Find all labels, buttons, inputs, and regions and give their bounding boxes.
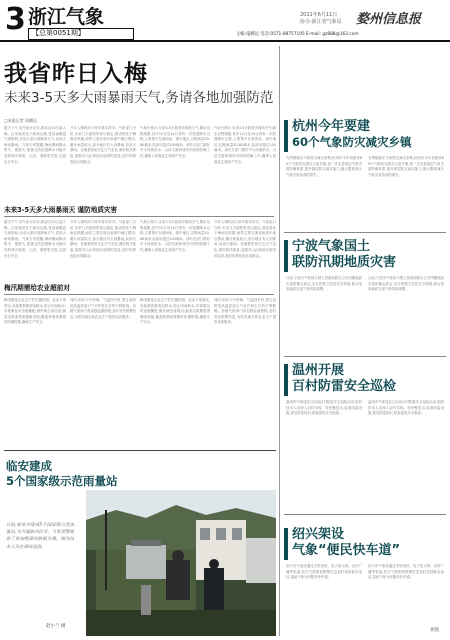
lead-subhead: 未来3-5天多大雨暴雨天气,务请各地加强防范 [4, 90, 274, 106]
article1-col-2: 为贯彻落实气象防灾减灾条例,杭州市今年将建设60个气象防灾减灾示范乡镇,进一步完善基层气象灾害防御体系,提升基层防灾减灾能力,最大限度减少气象灾害造成的损失。 [368, 156, 444, 177]
article2-title-2: 联防汛期地质灾害 [292, 255, 397, 270]
photo-headline-2: 5个国家级示范雨量站 [6, 474, 118, 488]
body-col-1: 据天下午,省气象台宣布,我省自10日起入梅。目前我省处于副高边缘,受西南暖湿气流影响,全省大部出现降雨天气,局部大雨到暴雨。气象专家提醒,梅雨期间降水集中、强度大,需重点防范强降水可能引发的城乡积涝、山洪、滑坡等灾害,注意出行安全。 [4, 220, 66, 258]
article3-title-1: 温州开展 [292, 363, 345, 378]
article4-col-1: 绍兴市气象局通过手机短信、电子显示屏、农村广播等渠道,将天气预报和预警信息及时送到群众身边,架起气象为民服务快车道。 [286, 564, 362, 580]
page-number: 3 [5, 2, 26, 37]
sidebar-rule-3 [284, 514, 446, 515]
article4-title-1: 绍兴架设 [292, 527, 345, 542]
section-title: 浙江气象 [28, 6, 105, 28]
section-rule-1 [4, 216, 274, 217]
mid-rule [4, 450, 276, 451]
article3-title-2: 百村防雷安全巡检 [292, 379, 397, 394]
article4-title-2: 气象“便民快车道” [292, 543, 401, 558]
lead-headline: 我省昨日入梅 [4, 61, 148, 87]
lead-col-3: 气象台预计,未来3-5天我省多阴雨天气,降水过程频繁,其中12日至14日将有一次较强降水过程,主要集中在浙西北、浙中地区,过程雨量50-80毫米,局部可超过100毫米。请有关部门做好中小河流洪水、山洪灾害和城市内涝的防御工作,确保人民群众生命财产安全。 [140, 126, 210, 158]
lead-col-2: 今年入梅时间与常年基本持平。气象部门分析,未来几天副热带高压稳定,我省将处于梅雨活跃期,雨带主要在浙北和浙中地区摆动,累计雨量较大,部分地区有大到暴雨,局部大暴雨。各地要密切关注天气变化,做好防汛准备,加强对山区和低洼地带的巡查,及时转移危险区域群众。 [70, 126, 136, 164]
farm-col-4: 同时,雨后天气转晴、气温回升时,要注意防范高温高湿天气对作物生长的不利影响。各级气象部门将加强监测预报,及时发布预警信息,为防汛减灾和农业生产提供优质服务。 [214, 298, 276, 325]
article2-bar [284, 240, 288, 272]
article4-col-2: 绍兴市气象局通过手机短信、电子显示屏、农村广播等渠道,将天气预报和预警信息及时送到群众身边,架起气象为民服务快车道。 [368, 564, 444, 580]
section-rule-2 [4, 294, 274, 295]
body-col-4: 今年入梅时间与常年基本持平。气象部门分析,未来几天副热带高压稳定,我省将处于梅雨活跃期,雨带主要在浙北和浙中地区摆动,累计雨量较大,部分地区有大到暴雨,局部大暴雨。各地要密切关注天气变化,做好防汛准备,加强对山区和低洼地带的巡查,及时转移危险区域群众。 [214, 220, 276, 258]
article2-col-2: 日前,宁波市气象局与国土资源局联合召开汛期地质灾害防御会商会,双方将建立信息共享机制,联合发布地质灾害气象风险预警。 [368, 276, 444, 292]
weather-station-photo [86, 490, 276, 636]
bottom-credit: 孙凯 [430, 628, 439, 633]
sidebar-rule-2 [284, 356, 446, 357]
photo-headline-1: 临安建成 [6, 459, 52, 473]
article2-col-1: 日前,宁波市气象局与国土资源局联合召开汛期地质灾害防御会商会,双方将建立信息共享机制,联合发布地质灾害气象风险预警。 [286, 276, 362, 292]
article1-title-2: 60个气象防灾减灾乡镇 [292, 135, 412, 149]
farm-col-1: 梅汛期是农业生产的关键时期。农业专家建议,各地要抓紧清沟排水,防止田间积水;早稻要及时追施穗肥,做好病虫害防治;蔬菜瓜果要搭建避雨设施;畜禽养殖场要做好防潮防霉,确保生产安全。 [4, 298, 66, 325]
date-line: 2011年6月11日 [300, 12, 338, 18]
photo-caption: 日前,临安市建成5个国家级示范雨量站,为当地防汛抗旱、气象预警提供了更加精准的数据支撑。图为技术人员在调试设备。 [6, 523, 74, 550]
body-col-2: 今年入梅时间与常年基本持平。气象部门分析,未来几天副热带高压稳定,我省将处于梅雨活跃期,雨带主要在浙北和浙中地区摆动,累计雨量较大,部分地区有大到暴雨,局部大暴雨。各地要密切关注天气变化,做好防汛准备,加强对山区和低洼地带的巡查,及时转移危险区域群众。 [70, 220, 136, 258]
section-heading-2: 梅汛期需给农业超前对 [4, 284, 70, 292]
farm-col-3: 梅汛期是农业生产的关键时期。农业专家建议,各地要抓紧清沟排水,防止田间积水;早稻要及时追施穗肥,做好病虫害防治;蔬菜瓜果要搭建避雨设施;畜禽养殖场要做好防潮防霉,确保生产安全。 [140, 298, 210, 325]
column-separator [279, 46, 280, 636]
header-rule [0, 40, 450, 42]
article3-col-1: 温州市气象局近日启动百村防雷安全巡检活动,组织技术人员深入农村学校、村民聚居点,检查防雷设施,普及防雷知识,排查雷电安全隐患。 [286, 400, 362, 416]
article4-bar [284, 528, 288, 560]
issue-label: 【总第0051期】 [32, 29, 85, 37]
section-heading-1: 未来3-5天多大雨暴雨天 谨防地质灾害 [4, 206, 118, 214]
lead-col-1: 据天下午,省气象台宣布,我省自10日起入梅。目前我省处于副高边缘,受西南暖湿气流影响,全省大部出现降雨天气,局部大雨到暴雨。气象专家提醒,梅雨期间降水集中、强度大,需重点防范强降水可能引发的城乡积涝、山洪、滑坡等灾害,注意出行安全。 [4, 126, 66, 164]
weekday-line: 协办:浙江省气象局 [300, 19, 342, 25]
lead-byline: □本报记者 周腾远 [4, 118, 38, 123]
article3-col-2: 温州市气象局近日启动百村防雷安全巡检活动,组织技术人员深入农村学校、村民聚居点,检查防雷设施,普及防雷知识,排查雷电安全隐患。 [368, 400, 444, 416]
article1-bar [284, 120, 288, 152]
editor-line: 主编:竜腾远 电话:0571-88757195 E-mail: gz888@163.com [236, 32, 359, 37]
masthead-brand: 婺州信息报 [356, 12, 422, 27]
article1-title-1: 杭州今年要建 [292, 119, 371, 134]
article1-col-1: 为贯彻落实气象防灾减灾条例,杭州市今年将建设60个气象防灾减灾示范乡镇,进一步完善基层气象灾害防御体系,提升基层防灾减灾能力,最大限度减少气象灾害造成的损失。 [286, 156, 362, 177]
body-col-3: 气象台预计,未来3-5天我省多阴雨天气,降水过程频繁,其中12日至14日将有一次较强降水过程,主要集中在浙西北、浙中地区,过程雨量50-80毫米,局部可超过100毫米。请有关部门做好中小河流洪水、山洪灾害和城市内涝的防御工作,确保人民群众生命财产安全。 [140, 220, 210, 252]
farm-col-2: 同时,雨后天气转晴、气温回升时,要注意防范高温高湿天气对作物生长的不利影响。各级气象部门将加强监测预报,及时发布预警信息,为防汛减灾和农业生产提供优质服务。 [70, 298, 136, 319]
lead-col-4: 气象台预计,未来3-5天我省多阴雨天气,降水过程频繁,其中12日至14日将有一次较强降水过程,主要集中在浙西北、浙中地区,过程雨量50-80毫米,局部可超过100毫米。请有关部门做好中小河流洪水、山洪灾害和城市内涝的防御工作,确保人民群众生命财产安全。 [214, 126, 276, 164]
article3-bar [284, 364, 288, 396]
article2-title-1: 宁波气象国土 [292, 239, 371, 254]
sidebar-rule-1 [284, 232, 446, 233]
photo-credit: 赵小兰 摄 [46, 624, 66, 629]
